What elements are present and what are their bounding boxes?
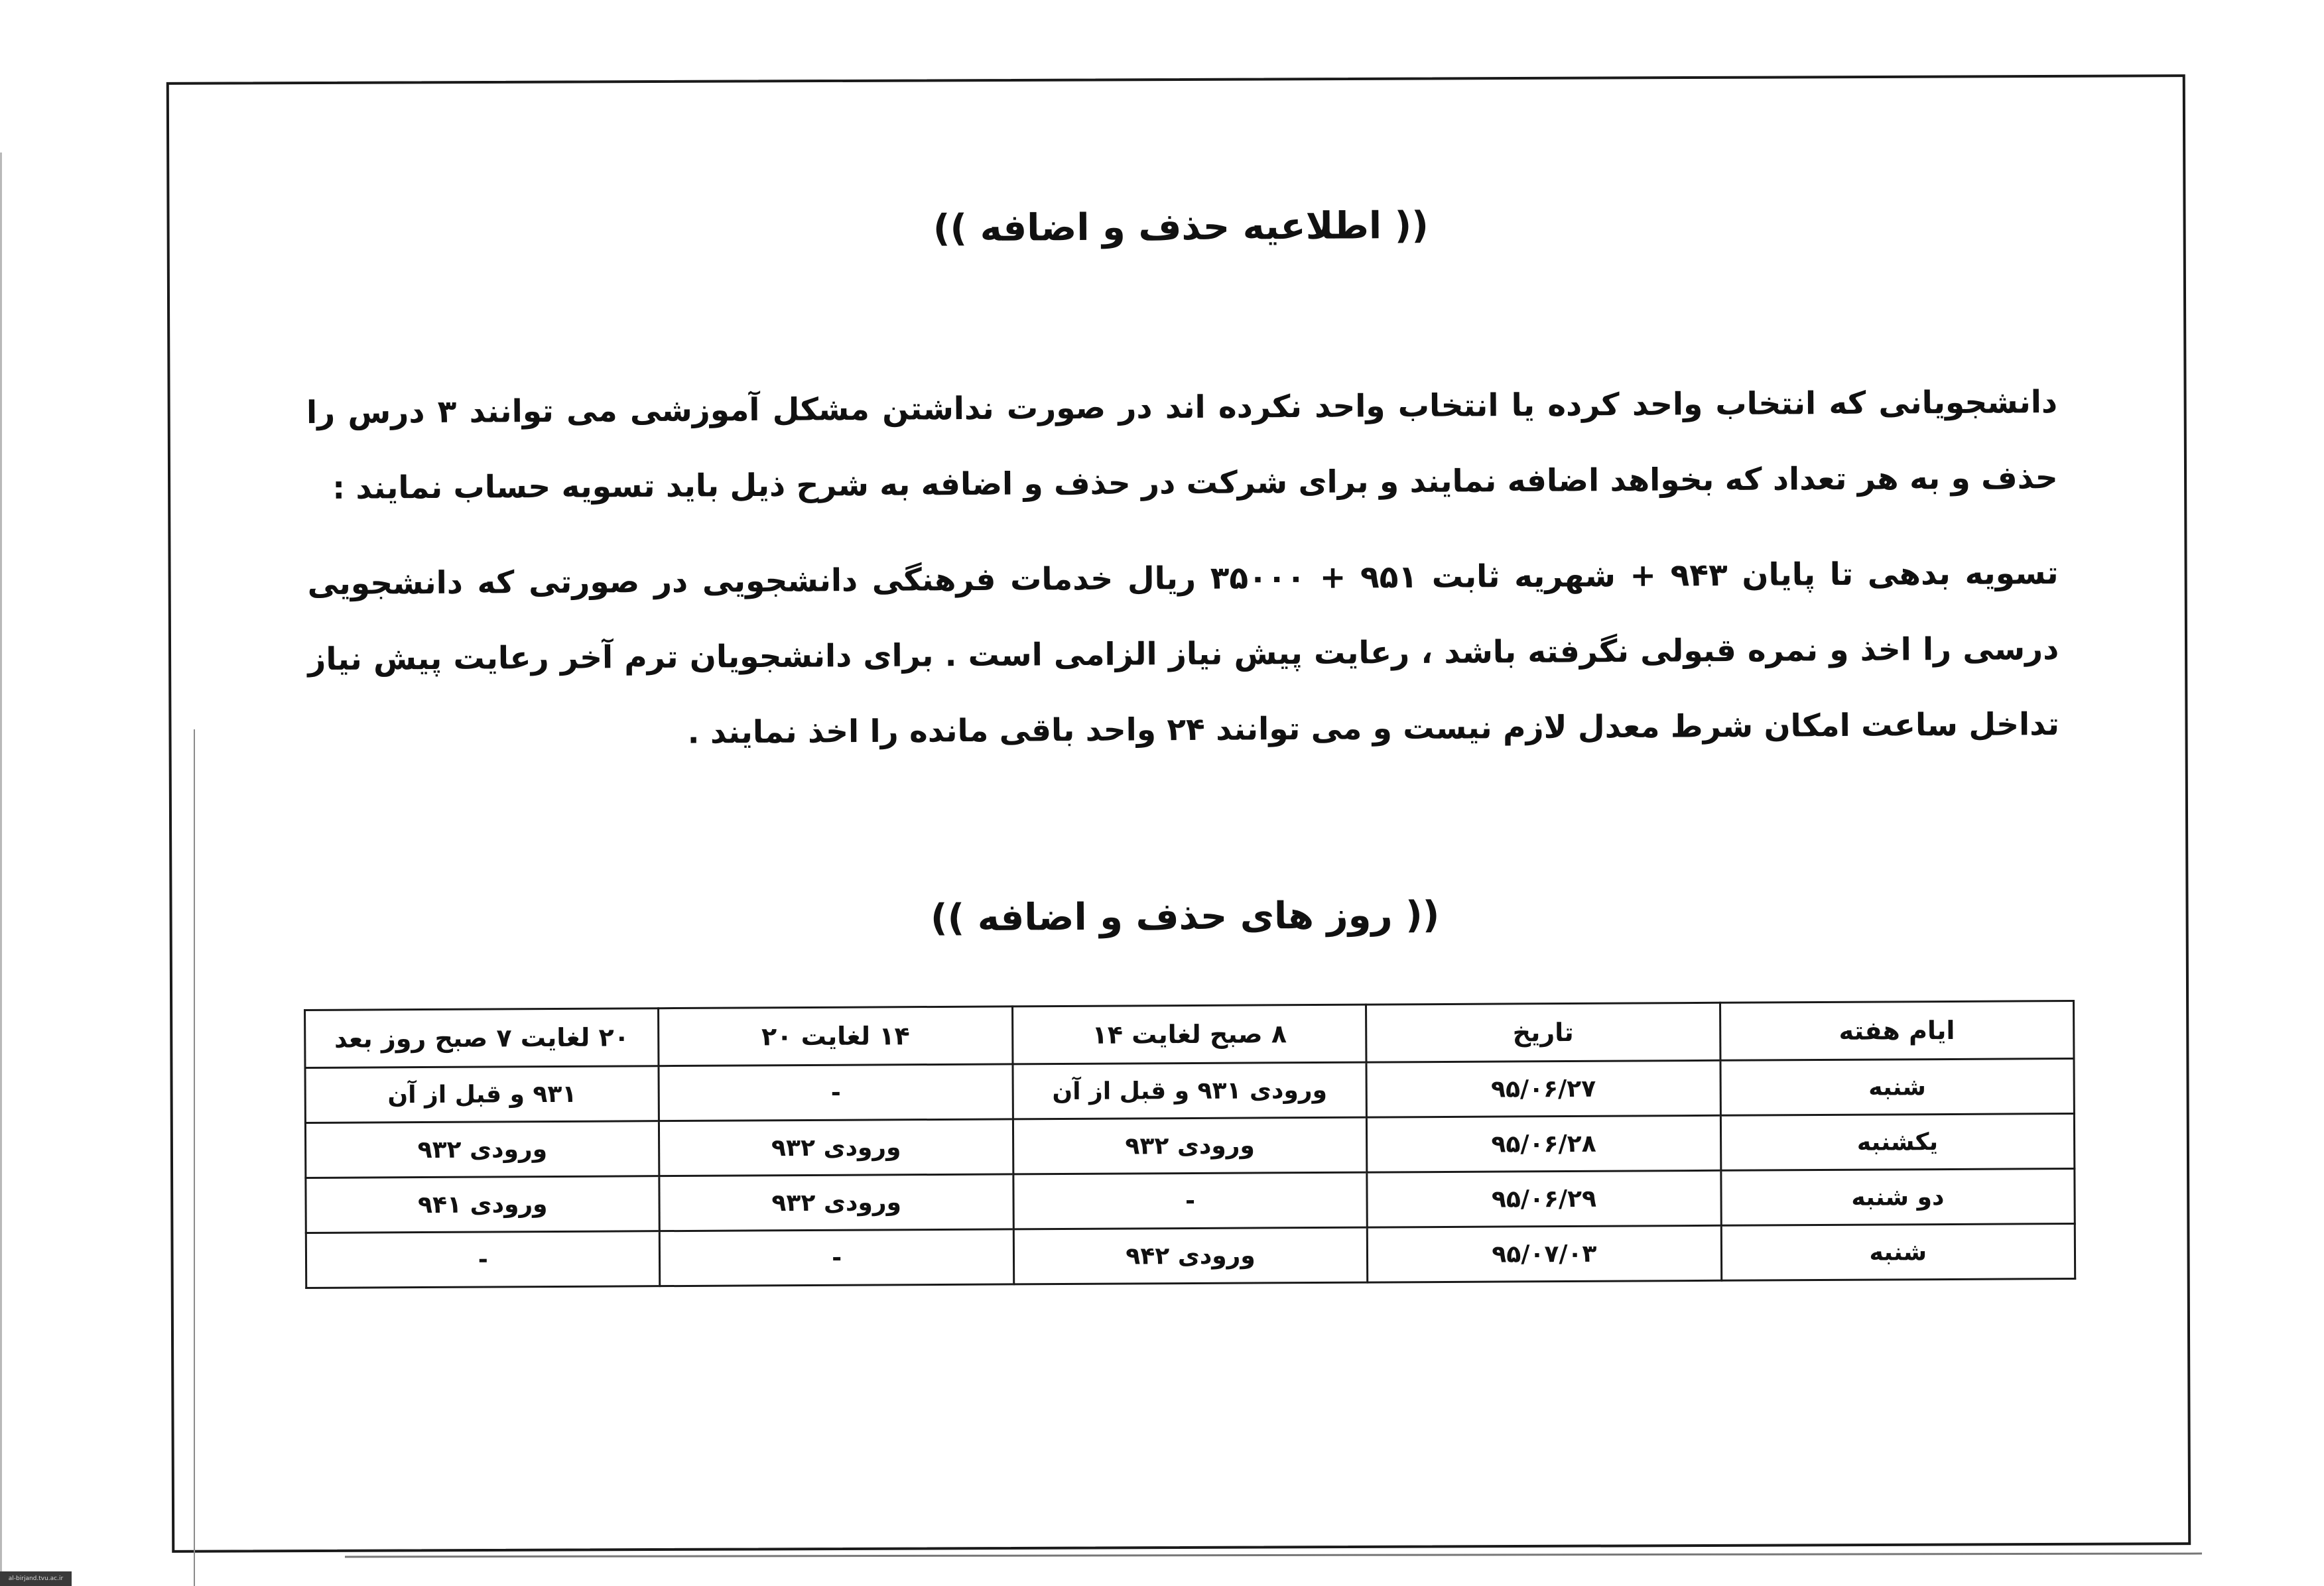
header-slot-afternoon: ۱۴ لغایت ۲۰: [659, 1006, 1013, 1066]
scan-edge-inner: [194, 729, 195, 1586]
cell-weekday: دو شنبه: [1720, 1169, 2075, 1226]
cell-weekday: شنبه: [1721, 1224, 2075, 1281]
cell-slot-morning: ورودی ۹۴۲: [1013, 1227, 1368, 1284]
cell-slot-night: -: [306, 1231, 660, 1288]
cell-slot-morning: ورودی ۹۳۱ و قبل از آن: [1013, 1062, 1367, 1119]
scan-edge-left: [0, 152, 2, 1586]
header-date: تاریخ: [1366, 1003, 1720, 1062]
cell-date: ۹۵/۰۶/۲۹: [1367, 1170, 1721, 1227]
cell-slot-night: ورودی ۹۳۲: [305, 1121, 659, 1178]
cell-slot-afternoon: -: [659, 1064, 1013, 1121]
notice-content: [305, 186, 2061, 959]
header-slot-morning: ۸ صبح لغایت ۱۴: [1012, 1005, 1366, 1064]
cell-slot-night: ورودی ۹۴۱: [306, 1176, 660, 1233]
cell-slot-afternoon: ورودی ۹۳۲: [659, 1174, 1013, 1231]
table-row: [305, 1059, 2074, 1123]
header-weekday: ایام هفته: [1720, 1001, 2074, 1061]
schedule-table: [304, 1000, 2076, 1289]
table-row: [306, 1224, 2075, 1288]
cell-slot-afternoon: ورودی ۹۳۲: [659, 1119, 1013, 1176]
watermark-text: al-birjand.tvu.ac.ir: [8, 1575, 64, 1582]
cell-date: ۹۵/۰۷/۰۳: [1368, 1225, 1722, 1282]
cell-slot-night: ۹۳۱ و قبل از آن: [305, 1066, 659, 1123]
notice-paragraph-eligibility: دانشجویانی که انتخاب واحد کرده یا انتخاب واحد نکرده اند در صورت نداشتن مشکل آموزشی می توانند ۳ درس را حذف و به هر تعداد که بخواهد اضافه نمایند و برای شرکت در حذف و اضافه به شرح ذیل باید تسویه حساب نمایند :: [306, 383, 2058, 507]
cell-date: ۹۵/۰۶/۲۷: [1366, 1060, 1720, 1117]
header-slot-night: ۲۰ لغایت ۷ صبح روز بعد: [305, 1008, 659, 1068]
cell-slot-morning: -: [1013, 1172, 1368, 1229]
table-row: [305, 1114, 2074, 1178]
cell-date: ۹۵/۰۶/۲۸: [1367, 1115, 1721, 1172]
schedule-header-row: [305, 1001, 2074, 1068]
scan-edge-bottom: [345, 1553, 2202, 1558]
notice-paragraph-settlement: تسویه بدهی تا پایان ۹۴۳ + شهریه ثابت ۹۵۱ + ۳۵۰۰۰ ریال خدمات فرهنگی دانشجویی در صورتی که دانشجویی درسی را اخذ و نمره قبولی نگرفته باشد ، رعایت پیش نیاز الزامی است . برای دانشجویان ترم آخر رعایت پیش نیاز تداخل ساعت امکان شرط معدل لازم نیست و می توانند ۲۴ واحد باقی مانده را اخذ نمایند .: [307, 554, 2060, 751]
cell-slot-afternoon: -: [660, 1229, 1014, 1286]
watermark-strip: [0, 1571, 72, 1586]
cell-weekday: شنبه: [1720, 1059, 2075, 1116]
schedule-title: (( روز های حذف و اضافه )): [930, 893, 1440, 940]
notice-title: (( اطلاعیه حذف و اضافه )): [933, 204, 1429, 251]
cell-weekday: یکشنبه: [1720, 1114, 2075, 1171]
table-row: [306, 1169, 2075, 1233]
cell-slot-morning: ورودی ۹۳۲: [1013, 1117, 1367, 1174]
